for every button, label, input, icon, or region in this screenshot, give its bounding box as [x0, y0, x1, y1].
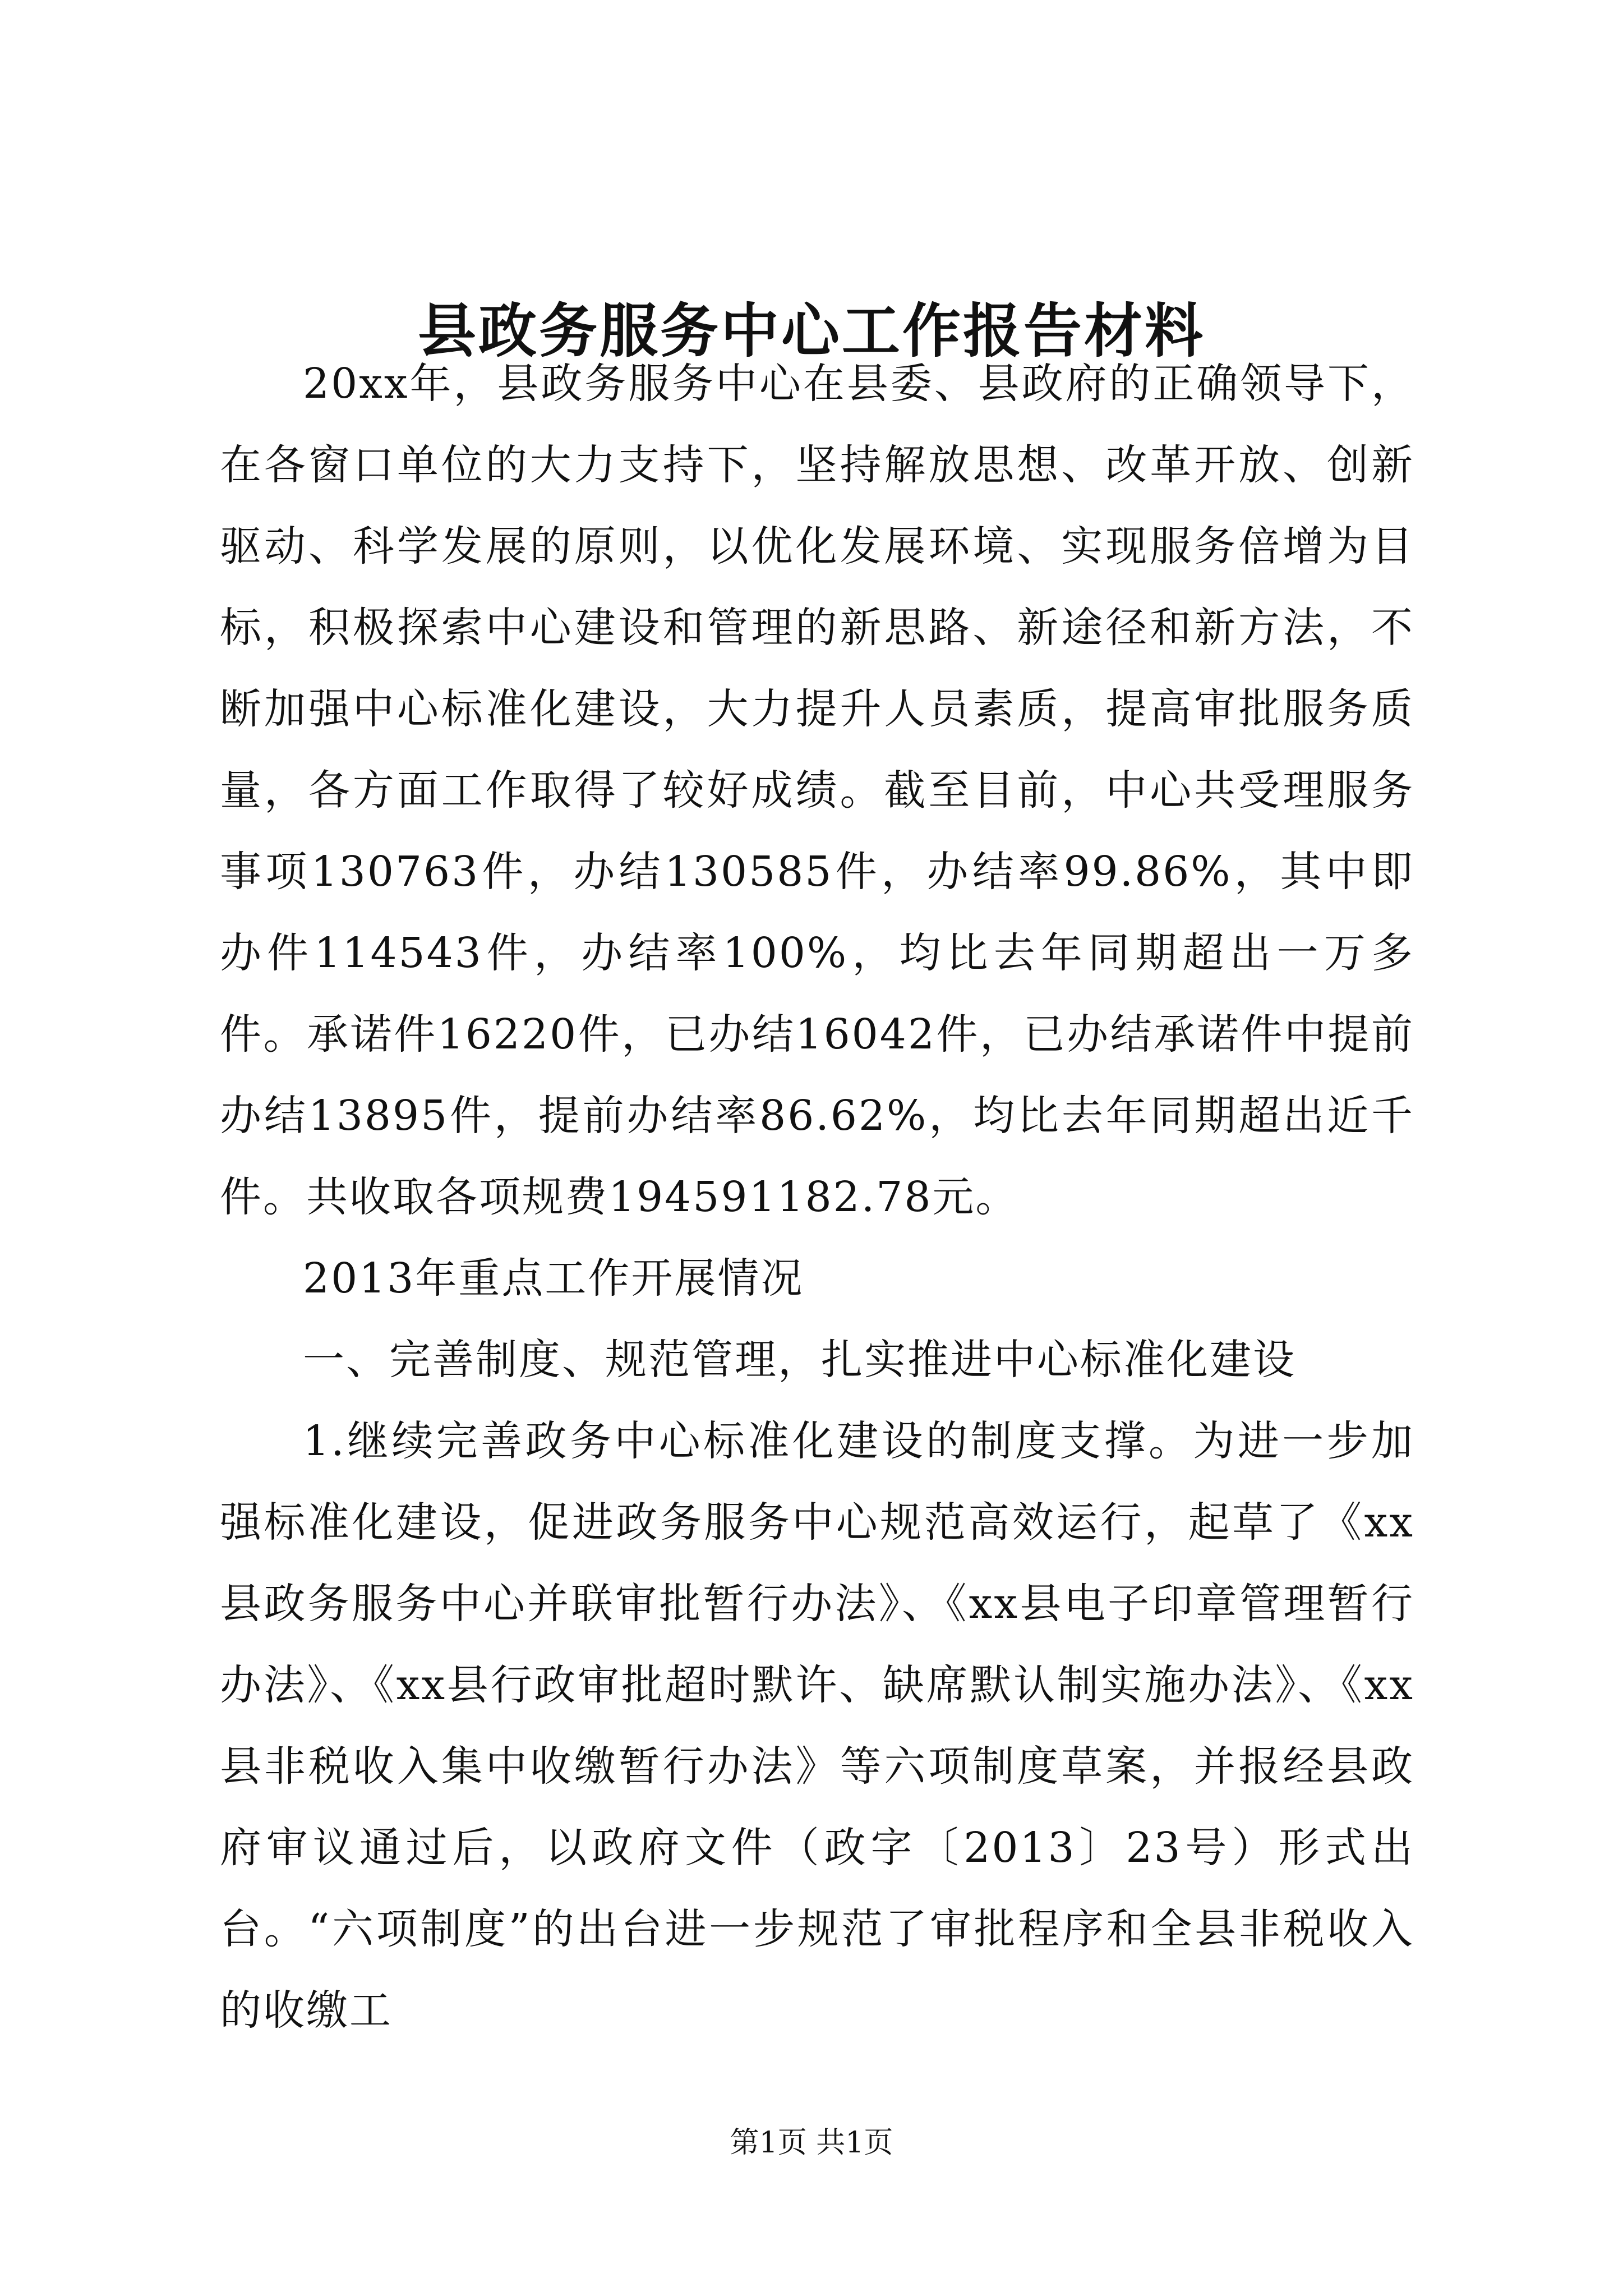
paragraph-summary: 20xx年，县政务服务中心在县委、县政府的正确领导下，在各窗口单位的大力支持下，坚持解放思想、改革开放、创新驱动、科学发展的原则，以优化发展环境、实现服务倍增为目标，积极探索中心建设和管理的新思路、新途径和新方法，不断加强中心标准化建设，大力提升人员素质，提高审批服务质量，各方面工作取得了较好成绩。截至目前，中心共受理服务事项130763件，办结130585件，办结率99.86%，其中即办件114543件，办结率100%，均比去年同期超出一万多件。承诺件16220件，已办结16042件，已办结承诺件中提前办结13895件，提前办结率86.62%，均比去年同期超出近千件。共收取各项规费194591182.78元。	[220, 360, 1414, 1221]
paragraph-item-1: 1.继续完善政务中心标准化建设的制度支撑。为进一步加强标准化建设，促进政务服务中心规范高效运行，起草了《xx县政务服务中心并联审批暂行办法》、《xx县电子印章管理暂行办法》、《xx县行政审批超时默许、缺席默认制实施办法》、《xx县非税收入集中收缴暂行办法》等六项制度草案，并报经县政府审议通过后，以政府文件（政字〔2013〕23号）形式出台。“六项制度”的出台进一步规范了审批程序和全县非税收入的收缴工	[220, 1417, 1414, 2035]
page-footer: 第1页 共1页	[730, 2126, 893, 2160]
document-body	[220, 343, 1414, 2051]
document-title: 县政务服务中心工作报告材料	[417, 296, 1205, 365]
section-heading-2013: 2013年重点工作开展情况	[303, 1254, 804, 1303]
section-heading-one: 一、完善制度、规范管理，扎实推进中心标准化建设	[303, 1336, 1296, 1384]
